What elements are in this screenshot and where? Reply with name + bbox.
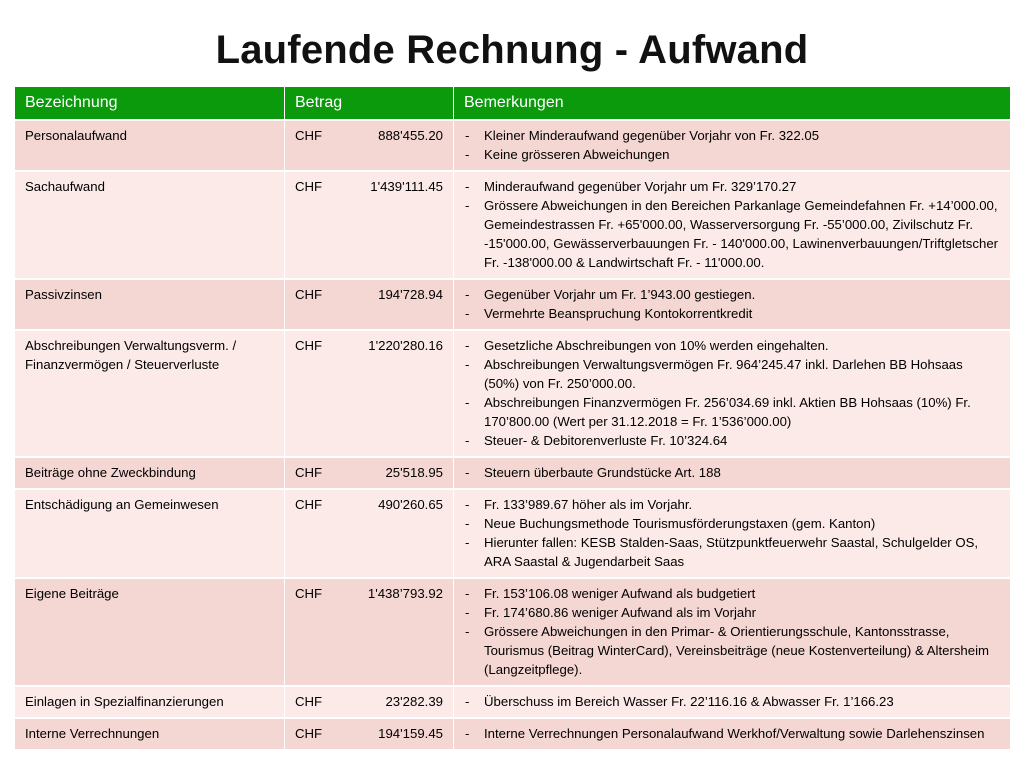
note-item: - Steuer- & Debitorenverluste Fr. 10’324.64 [464,431,1000,450]
table-row [15,718,1011,749]
amount-wrapper [295,336,443,355]
amount-value: 194'159.45 [378,726,443,741]
table-row [15,330,1011,457]
amount-wrapper [295,724,443,743]
cell-bemerkungen [454,718,1011,749]
cell-betrag [285,686,454,718]
amount-wrapper [295,177,443,196]
note-item: - Überschuss im Bereich Wasser Fr. 22’116.16 & Abwasser Fr. 1’166.23 [464,692,1000,711]
note-item: - Vermehrte Beanspruchung Kontokorrentkredit [464,304,1000,323]
table-row [15,686,1011,718]
table-row [15,457,1011,489]
notes-list [464,177,1000,272]
amount-wrapper [295,285,443,304]
header-bemerkungen: Bemerkungen [454,87,1011,121]
notes-list [464,285,1000,323]
cell-bemerkungen [454,120,1011,171]
cell-betrag [285,120,454,171]
note-item: - Fr. 153’106.08 weniger Aufwand als budgetiert [464,584,1000,603]
cell-bezeichnung: Interne Verrechnungen [15,718,285,749]
cell-betrag [285,171,454,279]
amount-value: 1'220'280.16 [368,338,443,353]
table-row [15,489,1011,578]
cell-bezeichnung: Passivzinsen [15,279,285,330]
header-bezeichnung: Bezeichnung [15,87,285,121]
table-row [15,279,1011,330]
cell-betrag [285,330,454,457]
expense-table [14,86,1011,749]
cell-bemerkungen [454,171,1011,279]
currency-label: CHF [295,726,323,741]
note-item: - Kleiner Minderaufwand gegenüber Vorjahr von Fr. 322.05 [464,126,1000,145]
table-row [15,171,1011,279]
cell-bemerkungen [454,457,1011,489]
cell-bezeichnung: Personalaufwand [15,120,285,171]
note-item: - Abschreibungen Finanzvermögen Fr. 256’034.69 inkl. Aktien BB Hohsaas (10%) Fr. 170’800.00 (Wert per 31.12.2018 = Fr. 1’536’000.00) [464,393,1000,431]
notes-list [464,126,1000,164]
amount-wrapper [295,495,443,514]
cell-bezeichnung: Eigene Beiträge [15,578,285,686]
cell-bemerkungen [454,330,1011,457]
cell-betrag [285,457,454,489]
amount-value: 490'260.65 [378,497,443,512]
note-item: - Minderaufwand gegenüber Vorjahr um Fr. 329’170.27 [464,177,1000,196]
table-row [15,120,1011,171]
cell-bezeichnung: Entschädigung an Gemeinwesen [15,489,285,578]
note-item: - Hierunter fallen: KESB Stalden-Saas, Stützpunktfeuerwehr Saastal, Schulgelder OS, ARA Saastal & Jugendarbeit Saas [464,533,1000,571]
notes-list [464,724,1000,743]
currency-label: CHF [295,465,323,480]
cell-betrag [285,578,454,686]
currency-label: CHF [295,287,323,302]
cell-bezeichnung: Sachaufwand [15,171,285,279]
cell-betrag [285,718,454,749]
note-item: - Grössere Abweichungen in den Bereichen Parkanlage Gemeindefahnen Fr. +14’000.00, Gemeindestrassen Fr. +65'000.00, Wasserversorgung Fr. -55’000.00, Zivilschutz Fr. -15'000.00, Gewässerverbauungen Fr. - 140'000.00, Lawinenverbauungen/Triftgletscher Fr. -138'000.00 & Landwirtschaft Fr. - 11'000.00. [464,196,1000,272]
cell-betrag [285,279,454,330]
cell-bemerkungen [454,578,1011,686]
currency-label: CHF [295,338,323,353]
currency-label: CHF [295,497,323,512]
currency-label: CHF [295,694,323,709]
table-row [15,578,1011,686]
amount-wrapper [295,126,443,145]
amount-wrapper [295,692,443,711]
table-header-row [15,87,1011,121]
note-item: - Neue Buchungsmethode Tourismusförderungstaxen (gem. Kanton) [464,514,1000,533]
currency-label: CHF [295,128,323,143]
notes-list [464,692,1000,711]
amount-value: 888'455.20 [378,128,443,143]
cell-bemerkungen [454,279,1011,330]
amount-value: 1'438’793.92 [367,586,443,601]
amount-value: 194'728.94 [378,287,443,302]
amount-value: 1'439'111.45 [370,179,443,194]
header-betrag: Betrag [285,87,454,121]
currency-label: CHF [295,586,323,601]
note-item: - Fr. 174’680.86 weniger Aufwand als im Vorjahr [464,603,1000,622]
amount-wrapper [295,463,443,482]
note-item: - Fr. 133’989.67 höher als im Vorjahr. [464,495,1000,514]
note-item: - Grössere Abweichungen in den Primar- & Orientierungsschule, Kantonsstrasse, Tourismus (Beitrag WinterCard), Vereinsbeiträge (neue Kostenverteilung) & Altersheim (Langzeitpflege). [464,622,1000,679]
cell-bezeichnung: Einlagen in Spezialfinanzierungen [15,686,285,718]
currency-label: CHF [295,179,323,194]
note-item: - Gegenüber Vorjahr um Fr. 1’943.00 gestiegen. [464,285,1000,304]
amount-value: 23'282.39 [385,694,443,709]
cell-bemerkungen [454,489,1011,578]
amount-wrapper [295,584,443,603]
notes-list [464,463,1000,482]
note-item: - Keine grösseren Abweichungen [464,145,1000,164]
table-body [15,120,1011,749]
cell-betrag [285,489,454,578]
cell-bezeichnung: Abschreibungen Verwaltungsverm. / Finanzvermögen / Steuerverluste [15,330,285,457]
note-item: - Interne Verrechnungen Personalaufwand Werkhof/Verwaltung sowie Darlehenszinsen [464,724,1000,743]
note-item: - Abschreibungen Verwaltungsvermögen Fr. 964’245.47 inkl. Darlehen BB Hohsaas (50%) von Fr. 250’000.00. [464,355,1000,393]
note-item: - Steuern überbaute Grundstücke Art. 188 [464,463,1000,482]
amount-value: 25'518.95 [385,465,443,480]
page-title: Laufende Rechnung - Aufwand [215,28,809,72]
notes-list [464,584,1000,679]
note-item: - Gesetzliche Abschreibungen von 10% werden eingehalten. [464,336,1000,355]
notes-list [464,336,1000,450]
notes-list [464,495,1000,571]
cell-bemerkungen [454,686,1011,718]
cell-bezeichnung: Beiträge ohne Zweckbindung [15,457,285,489]
